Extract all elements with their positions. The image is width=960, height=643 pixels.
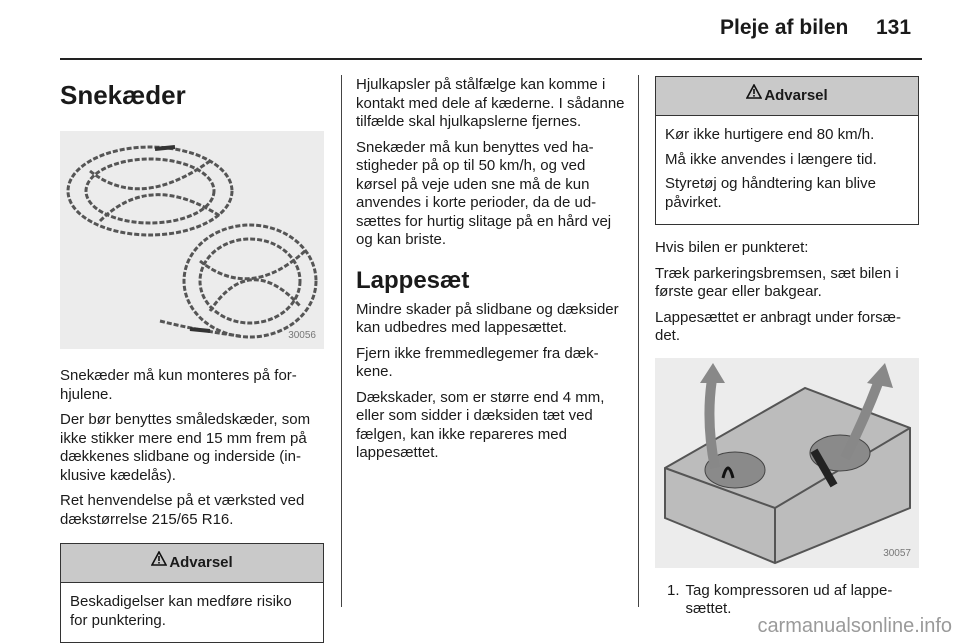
section-heading-repair-kit: Lappesæt	[356, 266, 470, 294]
warning-body	[656, 116, 918, 224]
column-1	[60, 70, 324, 643]
warning-text: Kør ikke hurtigere end 80 km/h.	[665, 126, 875, 143]
section-heading-snow-chains: Snekæder	[60, 80, 186, 110]
paragraph: Dækskader, som er større end 4 mm, eller som sidder i dæksiden tæt ved fælgen, kan ikke repareres med lappesættet.	[356, 388, 605, 461]
paragraph: Træk parkeringsbremsen, sæt bilen i første gear eller bakgear.	[655, 264, 899, 300]
warning-text: Styretøj og håndtering kan blive påvirket.	[665, 175, 876, 211]
step-item	[655, 582, 919, 619]
warning-title: Advarsel	[169, 554, 233, 571]
warning-body	[61, 583, 323, 642]
snow-chains-illustration	[60, 131, 324, 349]
paragraph: Mindre skader på slidbane og dæksider kan udbedres med lappesættet.	[356, 300, 619, 336]
column-3	[655, 76, 919, 619]
warning-box	[60, 543, 324, 643]
column-divider	[638, 75, 639, 607]
figure-number: 30057	[883, 548, 911, 559]
figure-number: 30056	[288, 329, 316, 341]
page-number: 131	[876, 16, 912, 39]
warning-triangle-icon	[746, 76, 762, 114]
paragraph: Hjulkapsler på stålfælge kan komme i kontakt med dele af kæderne. I sådanne tilfælde skal hjulkapslerne fjernes.	[356, 76, 625, 130]
watermark: carmanualsonline.info	[757, 615, 952, 637]
header-rule	[60, 58, 922, 60]
warning-title: Advarsel	[764, 87, 828, 104]
snow-chains-figure	[60, 131, 324, 349]
paragraph: Fjern ikke fremmedlegemer fra dækkene.	[356, 344, 599, 380]
step-text: Tag kompressoren ud af lappesættet.	[685, 581, 893, 617]
repair-kit-figure	[655, 358, 919, 568]
paragraph: Ret henvendelse på et værksted ved dækstørrelse 215/65 R16.	[60, 492, 305, 528]
paragraph: Snekæder må kun monteres på forhjulene.	[60, 367, 297, 403]
paragraph: Hvis bilen er punkteret:	[655, 239, 809, 256]
column-2	[356, 76, 626, 470]
warning-text: Må ikke anvendes i længere tid.	[665, 150, 877, 168]
paragraph: Lappesættet er anbragt under forsædet.	[655, 308, 901, 344]
paragraph: Der bør benyttes småledskæder, som ikke stikker mere end 15 mm frem på dækkenes slidbane og inderside (inklusive kædelås).	[60, 411, 311, 484]
repair-kit-illustration	[655, 358, 919, 568]
column-divider	[341, 75, 342, 607]
warning-text: Beskadigelser kan medføre risiko for punktering.	[70, 593, 292, 629]
warning-header	[656, 77, 918, 116]
warning-header	[61, 544, 323, 583]
paragraph: Snekæder må kun benyttes ved hastigheder på op til 50 km/h, og ved kørsel på veje uden sne må de kun anvendes i korte perioder, da de udsættes for hurtig slitage på en hård vej og kan briste.	[356, 138, 612, 248]
warning-triangle-icon	[151, 543, 167, 581]
warning-box	[655, 76, 919, 225]
header-title: Pleje af bilen	[720, 16, 849, 39]
step-number: 1.	[667, 581, 680, 599]
